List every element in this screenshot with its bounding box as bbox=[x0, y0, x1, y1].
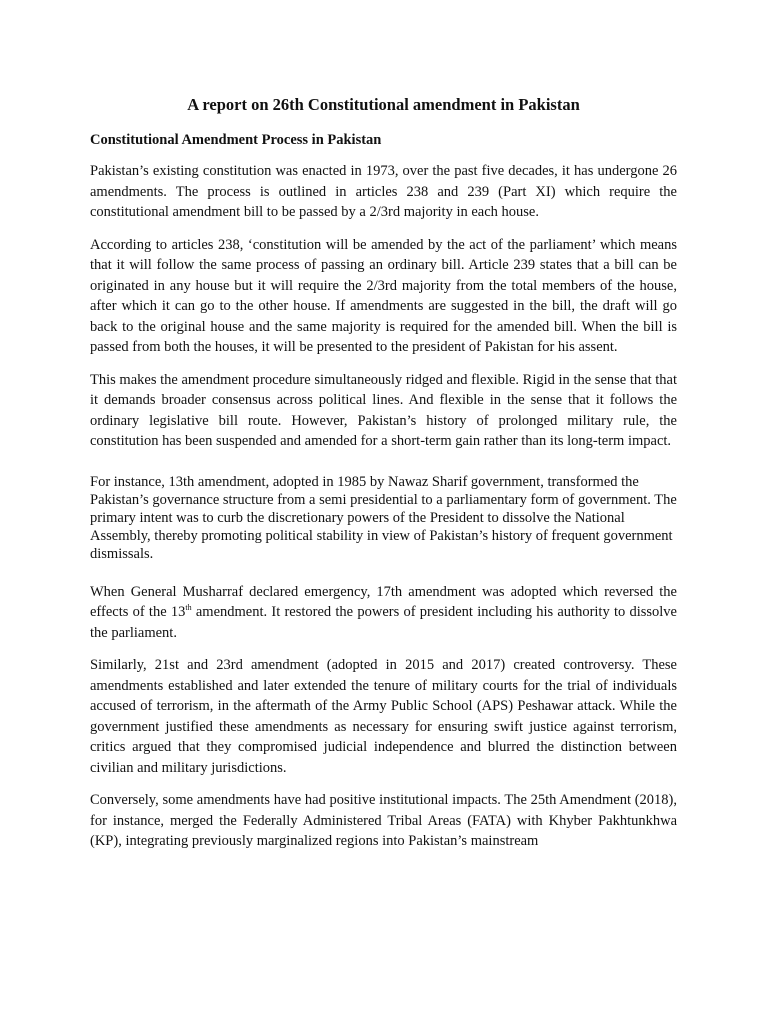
paragraph-5-text-after: amendment. It restored the powers of president including his authority to dissolve the parliament. bbox=[90, 604, 677, 641]
superscript-th: th bbox=[185, 603, 192, 613]
paragraph-3: This makes the amendment procedure simultaneously ridged and flexible. Rigid in the sense that that it demands broader consensus across political lines. And flexible in the sense that it follows the ordinary legislative bill route. However, Pakistan’s history of prolonged military rule, the constitution has been suspended and amended for a short-term gain rather than its long-term impact. bbox=[90, 371, 677, 449]
paragraph-1: Pakistan’s existing constitution was enacted in 1973, over the past five decades, it has undergone 26 amendments. The process is outlined in articles 238 and 239 (Part XI) which require the constitutional amendment bill to be passed by a 2/3rd majority in each house. bbox=[90, 163, 677, 220]
paragraph-4: For instance, 13th amendment, adopted in 1985 by Nawaz Sharif government, transformed the Pakistan’s governance structure from a semi presidential to a parliamentary form of government. The primary intent was to curb the discretionary powers of the President to dissolve the National Assembly, thereby promoting political stability in view of Pakistan’s history of frequent government dismissals. bbox=[90, 473, 677, 563]
paragraph-5-text-before: When General Musharraf declared emergency, 17th amendment was adopted which reversed the effects of the 13 bbox=[90, 583, 677, 621]
paragraph-7: Conversely, some amendments have had positive institutional impacts. The 25th Amendment (2018), for instance, merged the Federally Administered Tribal Areas (FATA) with Khyber Pakhtunkhwa (KP), integrating previously marginalized regions into Pakistan’s mainstream bbox=[90, 792, 677, 850]
paragraph-2: According to articles 238, ‘constitution will be amended by the act of the parliament’ which means that it will follow the same process of passing an ordinary bill. Article 239 states that a bill can be originated in any house but it will require the 2/3rd majority from the total members of the house, after which it can go to the other house. If amendments are suggested in the bill, the draft will go back to the original house and the same majority is required for the amended bill. When the bill is passed from both the houses, it will be presented to the president of Pakistan for his assent. bbox=[90, 236, 677, 355]
section-heading: Constitutional Amendment Process in Pakistan bbox=[90, 132, 382, 148]
document-title: A report on 26th Constitutional amendment in Pakistan bbox=[187, 95, 580, 114]
document-page bbox=[90, 84, 677, 852]
paragraph-6: Similarly, 21st and 23rd amendment (adopted in 2015 and 2017) created controversy. These amendments established and later extended the tenure of military courts for the trial of individuals accused of terrorism, in the aftermath of the Army Public School (APS) Peshawar attack. While the government justified these amendments as necessary for ensuring swift justice against terrorism, critics argued that they compromised judicial independence and blurred the distinction between civilian and military jurisdictions. bbox=[90, 657, 677, 776]
paragraph-5 bbox=[90, 582, 677, 644]
